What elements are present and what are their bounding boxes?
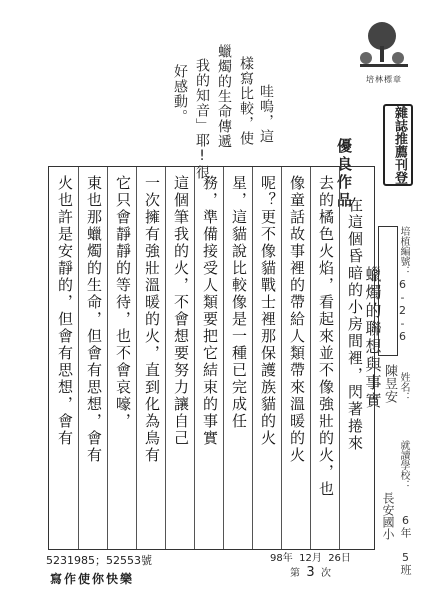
essay-grid bbox=[48, 166, 375, 550]
essay-column: 像童話故事裡的帶給人類帶來溫暖的火 bbox=[288, 175, 306, 464]
footer-sequence bbox=[290, 564, 331, 580]
seq-suffix: 次 bbox=[321, 568, 331, 579]
comment-line: 蠟燭的生命傳遞 bbox=[216, 44, 232, 149]
date-day: 26 bbox=[328, 553, 341, 564]
tree-bird-logo-icon bbox=[356, 18, 412, 70]
school-value: 長安國小 bbox=[381, 492, 395, 540]
date-year: 98 bbox=[270, 553, 283, 564]
logo bbox=[356, 18, 412, 84]
essay-column: 東也那蠟燭的生命，但會有思想，會有 bbox=[85, 175, 103, 464]
essay-column: 星，這貓說比較像是一種已完成任 bbox=[230, 175, 248, 430]
comment-line: 我的知音」耶!很 bbox=[194, 58, 210, 180]
essay-column: 這個筆我的火，不會想要努力讓自己 bbox=[172, 175, 190, 447]
footer-phone: 5231985；52553號 bbox=[46, 554, 152, 567]
date-month: 12 bbox=[299, 553, 312, 564]
seq-value: 3 bbox=[306, 565, 315, 580]
essay-column: 呢？更不像貓戰士裡那保護族貓的火 bbox=[259, 175, 277, 447]
grade: 6年 5班 bbox=[399, 514, 412, 575]
essay-column: 去的橘色火焰，看起來並不像強壯的火，也 bbox=[317, 175, 335, 498]
essay-column: 務，準備接受人類要把它結束的事實 bbox=[201, 175, 219, 447]
essay-column: 它只會靜靜的等待，也不會哀嚎， bbox=[114, 175, 132, 430]
logo-caption: 培林標章 bbox=[366, 75, 402, 84]
comment-line: 好感動。 bbox=[172, 64, 188, 124]
school-label: 就讀學校： bbox=[398, 440, 409, 490]
footer-date bbox=[270, 549, 351, 564]
essay-column: 在這個昏暗的小房間裡，閃著捲來 bbox=[346, 197, 364, 452]
essay-column: 火也許是安靜的，但會有思想，會有 bbox=[56, 175, 74, 447]
name-value: 陳昱安 bbox=[382, 364, 397, 403]
date-day-unit: 日 bbox=[340, 553, 351, 564]
essay-title: 蠟燭的聯想與事實 bbox=[363, 266, 382, 410]
number-value: 6-2-6 bbox=[396, 278, 409, 343]
number-label: 培植編號： bbox=[398, 226, 409, 276]
excellent-work-mark: 優良作品 bbox=[335, 138, 353, 210]
comment-line: 哇嗚，這 bbox=[258, 84, 274, 144]
seq-prefix: 第 bbox=[290, 568, 300, 579]
recommend-badge: 雜誌推薦刊登 bbox=[383, 104, 413, 186]
date-month-unit: 月 bbox=[311, 553, 322, 564]
date-year-unit: 年 bbox=[282, 553, 293, 564]
comment-line: 樣寫比較，使 bbox=[238, 56, 254, 146]
essay-column: 一次擁有強壯溫暖的火，直到化為鳥有 bbox=[143, 175, 161, 464]
footer-slogan: 寫作使你快樂 bbox=[50, 572, 135, 586]
name-label: 姓名： bbox=[398, 372, 409, 402]
